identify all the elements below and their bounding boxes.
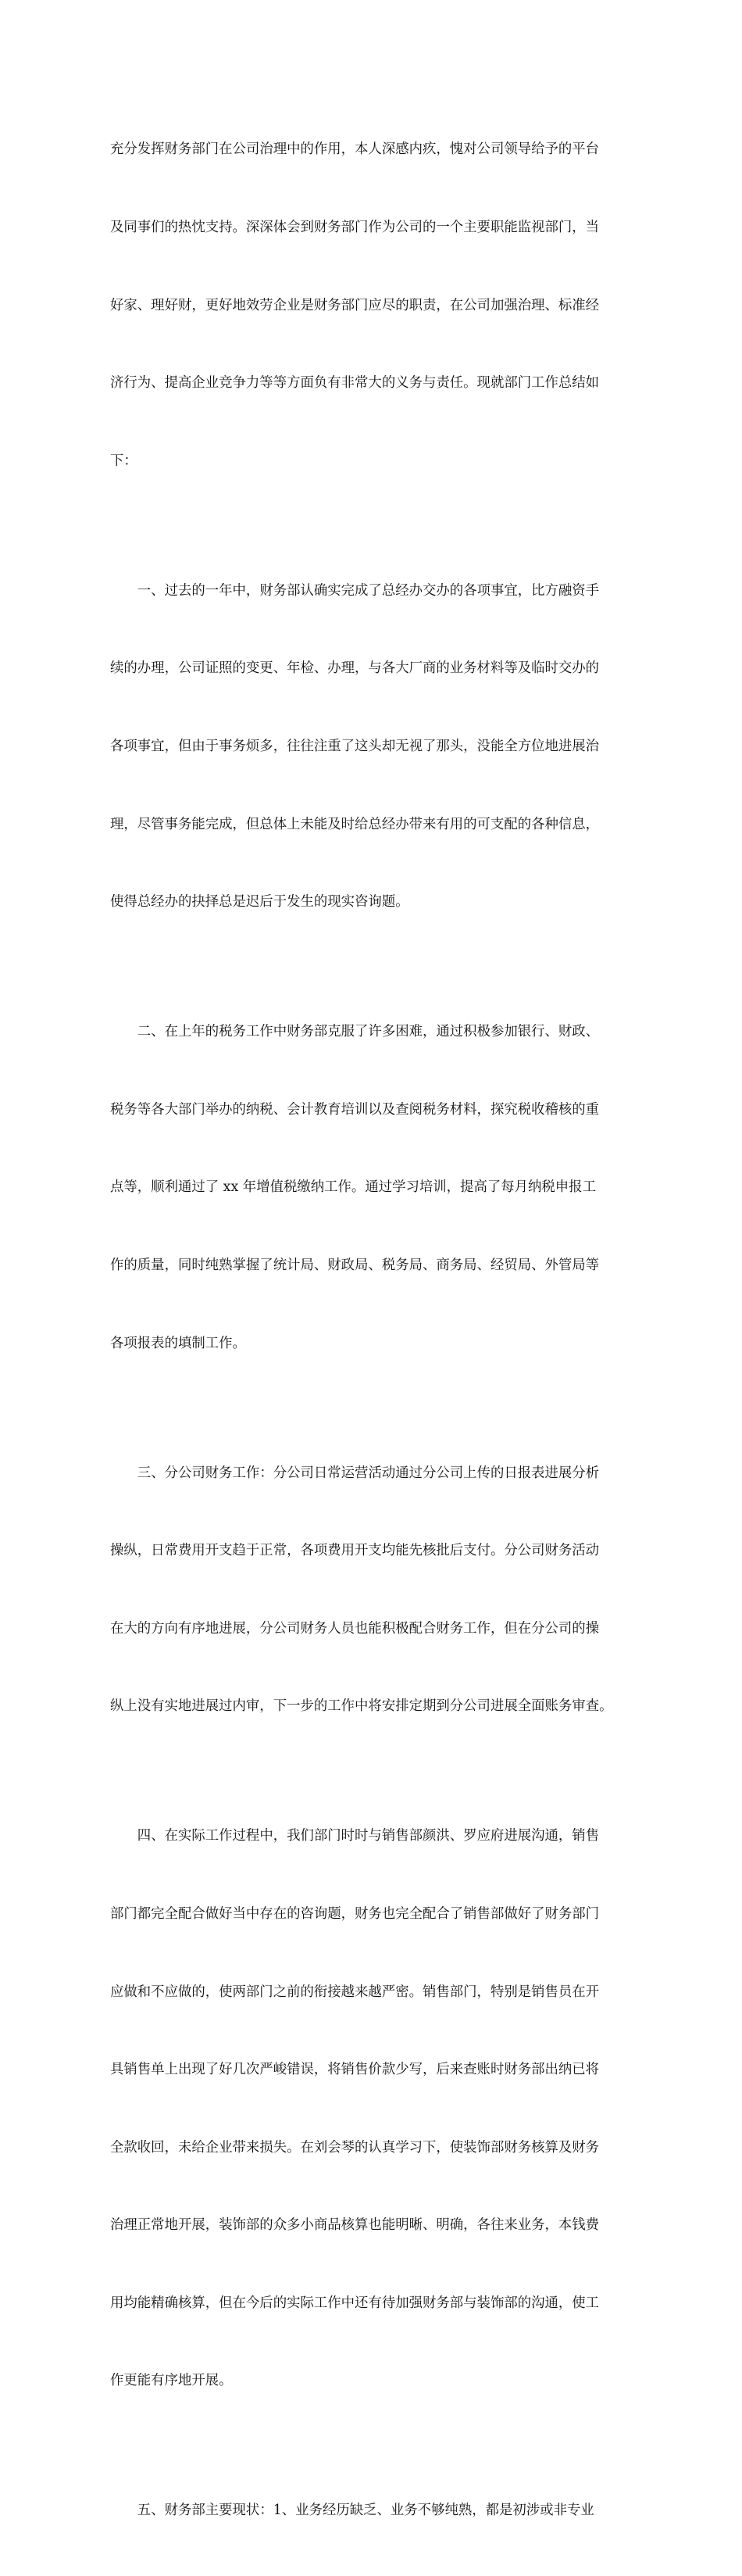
text-line: 及同事们的热忱支持。深深体会到财务部门作为公司的一个主要职能监视部门，当 (110, 220, 600, 235)
text-line: 五、财务部主要现状：1、业务经历缺乏、业务不够纯熟，都是初涉或非专业 (137, 2503, 594, 2519)
text-line: 下： (110, 453, 137, 469)
text-line: 二、在上年的税务工作中财务部克服了许多困难，通过积极参加银行、财政、 (137, 1024, 600, 1040)
text-line: 理，尽管事务能完成，但总体上未能及时给总经办带来有用的可支配的各种信息， (110, 816, 600, 832)
text-line: 治理正常地开展，装饰部的众多小商品核算也能明晰、明确，各往来业务，本钱费 (110, 2217, 600, 2234)
text-line: 使得总经办的抉择总是迟后于发生的现实咨询题。 (110, 894, 409, 911)
text-line: 在大的方向有序地进展，分公司财务人员也能积极配合财务工作，但在分公司的操 (110, 1620, 600, 1637)
text-line: 应做和不应做的，使两部门之前的衔接越来越严密。销售部门，特别是销售员在开 (110, 1984, 600, 2000)
text-line: 操纵，日常费用开支趋于正常，各项费用开支均能先核批后支付。分公司财务活动 (110, 1543, 600, 1559)
text-line: 续的办理，公司证照的变更、年检、办理，与各大厂商的业务材料等及临时交办的 (110, 660, 600, 677)
text-line: 部门都完全配合做好当中存在的咨询题，财务也完全配合了销售部做好了财务部门 (110, 1905, 600, 1922)
text-line: 好家、理好财，更好地效劳企业是财务部门应尽的职责，在公司加强治理、标准经 (110, 297, 600, 313)
document-page (110, 85, 641, 2576)
paragraph-intro (110, 85, 641, 526)
text-line: 全款收回，未给企业带来损失。在刘会琴的认真学习下，使装饰部财务核算及财务 (110, 2139, 600, 2156)
paragraph-section-2 (110, 968, 641, 1408)
text-line: 具销售单上出现了好几次严峻错误，将销售价款少写，后来查账时财务部出纳已将 (110, 2062, 600, 2078)
text-line: 四、在实际工作过程中，我们部门时时与销售部颜洪、罗应府进展沟通，销售 (137, 1828, 600, 1844)
text-line: 济行为、提高企业竞争力等等方面负有非常大的义务与责任。现就部门工作总结如 (110, 375, 600, 392)
paragraph-section-4 (110, 1772, 641, 2446)
paragraph-section-3 (110, 1408, 641, 1772)
paragraph-section-1 (110, 526, 641, 967)
text-line: 充分发挥财务部门在公司治理中的作用，本人深感内疚，愧对公司领导给予的平台 (110, 141, 600, 158)
text-line: 用均能精确核算，但在今后的实际工作中还有待加强财务部与装饰部的沟通，使工 (110, 2295, 600, 2311)
text-line: 一、过去的一年中，财务部认确实完成了总经办交办的各项事宜，比方融资手 (137, 582, 600, 599)
text-line: 三、分公司财务工作：分公司日常运营活动通过分公司上传的日报表进展分析 (137, 1465, 600, 1481)
text-line: 点等，顺利通过了 xx 年增值税缴纳工作。通过学习培训，提高了每月纳税申报工 (110, 1179, 596, 1196)
text-line: 纵上没有实地进展过内审，下一步的工作中将安排定期到分公司进展全面账务审查。 (110, 1698, 613, 1715)
text-line: 税务等各大部门举办的纳税、会计教育培训以及查阅税务材料，探究税收稽核的重 (110, 1101, 600, 1118)
paragraph-section-5 (110, 2446, 641, 2576)
text-line: 作的质量，同时纯熟掌握了统计局、财政局、税务局、商务局、经贸局、外管局等 (110, 1257, 600, 1273)
text-line: 各项事宜，但由于事务烦多，往往注重了这头却无视了那头，没能全方位地进展治 (110, 738, 600, 754)
text-line: 各项报表的填制工作。 (110, 1335, 246, 1351)
text-line: 作更能有序地开展。 (110, 2373, 233, 2389)
